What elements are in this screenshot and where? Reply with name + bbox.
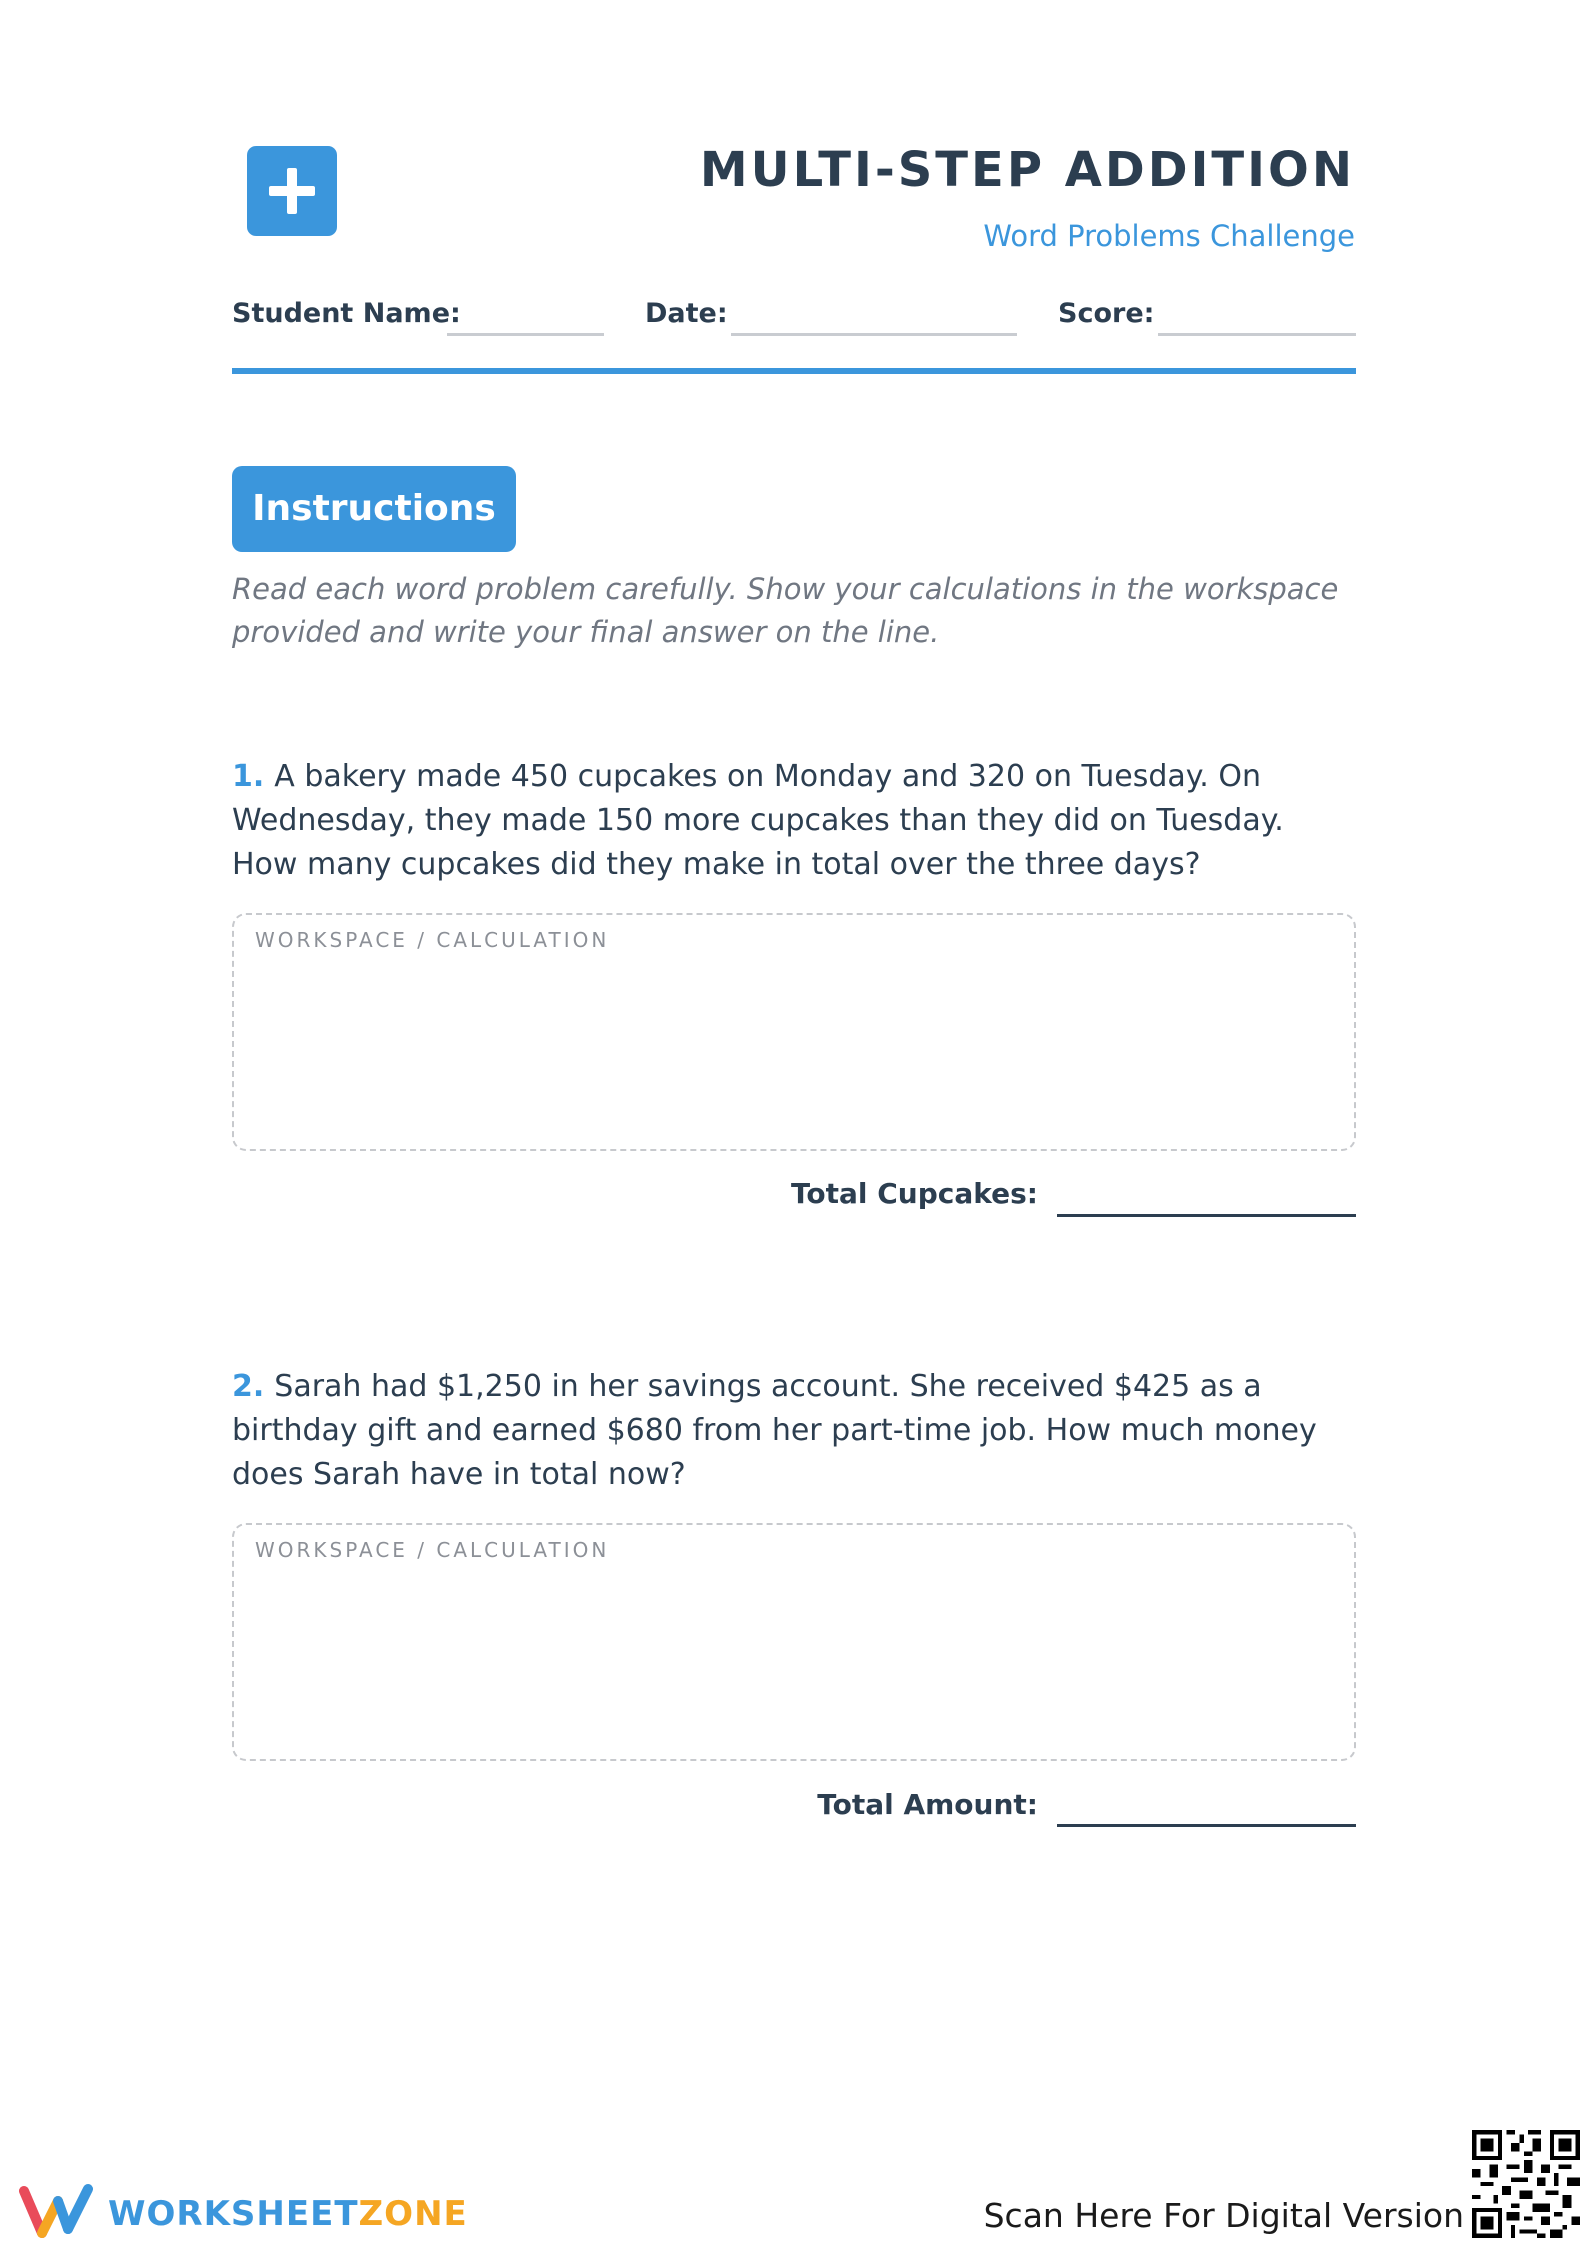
answer-label-1: Total Cupcakes: [791, 1177, 1038, 1210]
question-text: A bakery made 450 cupcakes on Monday and 320 on Tuesday. On Wednesday, they made 150 more cupcakes than they did on Tuesday. How many cupcakes did they make in total over the three days? [232, 759, 1284, 882]
brand-name: WORKSHEETZONE [108, 2194, 468, 2234]
workspace-label: WORKSPACE / CALCULATION [255, 1538, 610, 1562]
worksheet-title: MULTI-STEP ADDITION [699, 142, 1355, 198]
question-number: 1. [232, 759, 265, 794]
instructions-text: Read each word problem carefully. Show your calculations in the workspace provided and write your final answer on the line. [232, 572, 1339, 649]
answer-line-1[interactable] [1057, 1214, 1356, 1217]
qr-code-icon[interactable] [1472, 2130, 1580, 2238]
date-line[interactable] [731, 333, 1017, 336]
plus-icon [247, 146, 337, 236]
student-name-line[interactable] [447, 333, 604, 336]
worksheet-subtitle: Word Problems Challenge [983, 219, 1355, 253]
scan-text: Scan Here For Digital Version [983, 2196, 1464, 2235]
answer-label-2: Total Amount: [817, 1788, 1038, 1821]
workspace-box-1[interactable] [232, 913, 1356, 1151]
question-number: 2. [232, 1369, 265, 1404]
workspace-label: WORKSPACE / CALCULATION [255, 928, 610, 952]
date-label: Date: [645, 298, 728, 329]
answer-line-2[interactable] [1057, 1824, 1356, 1827]
score-line[interactable] [1158, 333, 1356, 336]
question-1 [232, 755, 1356, 887]
question-2 [232, 1365, 1356, 1497]
worksheetzone-mark-icon [18, 2183, 98, 2239]
instructions-heading: Instructions [232, 466, 516, 552]
score-label: Score: [1058, 298, 1155, 329]
workspace-box-2[interactable] [232, 1523, 1356, 1761]
student-name-label: Student Name: [232, 298, 461, 329]
worksheetzone-logo [18, 2183, 468, 2239]
question-text: Sarah had $1,250 in her savings account. She received $425 as a birthday gift and earned $680 from her part-time job. How much money does Sarah have in total now? [232, 1369, 1317, 1492]
header-divider [232, 368, 1356, 374]
